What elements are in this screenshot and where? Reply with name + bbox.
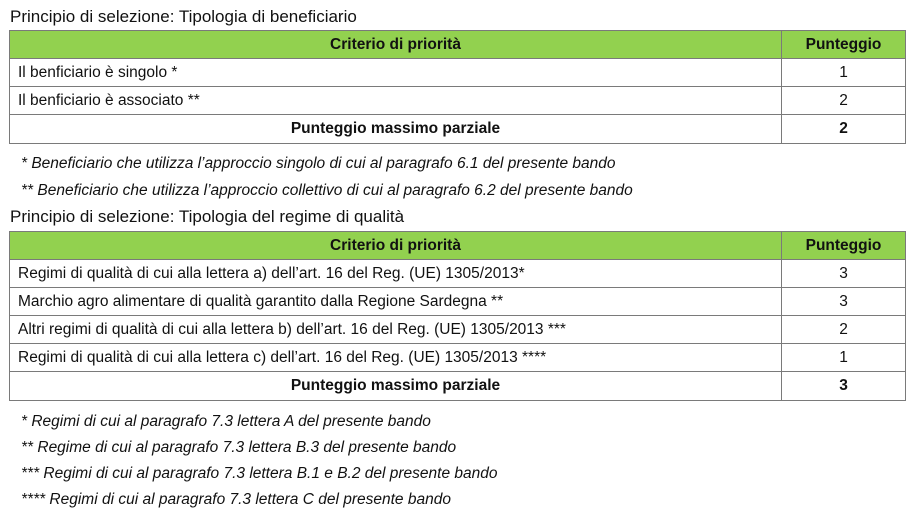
table-header [10,31,906,59]
section-title-beneficiario: Principio di selezione: Tipologia di beneficiario [10,7,357,26]
total-label: Punteggio massimo parziale [10,115,782,144]
total-row [10,372,906,401]
table-row [10,260,906,288]
criterion-cell: Regimi di qualità di cui alla lettera c) dell’art. 16 del Reg. (UE) 1305/2013 **** [10,344,782,372]
footnote: ** Beneficiario che utilizza l’approccio collettivo di cui al paragrafo 6.2 del presente bando [21,182,633,199]
total-score: 3 [782,372,906,401]
score-cell: 3 [782,288,906,316]
table-row [10,288,906,316]
footnote: *** Regimi di cui al paragrafo 7.3 lettera B.1 e B.2 del presente bando [21,465,498,482]
section-title-regime-qualita: Principio di selezione: Tipologia del regime di qualità [10,207,405,226]
criterion-cell: Regimi di qualità di cui alla lettera a) dell’art. 16 del Reg. (UE) 1305/2013* [10,260,782,288]
criterion-cell: Il benficiario è singolo * [10,59,782,87]
column-header-criterion: Criterio di priorità [10,232,782,260]
total-row [10,115,906,144]
column-header-criterion: Criterio di priorità [10,31,782,59]
total-label: Punteggio massimo parziale [10,372,782,401]
table-row [10,87,906,115]
score-cell: 2 [782,316,906,344]
footnote: ** Regime di cui al paragrafo 7.3 lettera B.3 del presente bando [21,439,457,456]
score-cell: 1 [782,344,906,372]
footnote: * Beneficiario che utilizza l’approccio singolo di cui al paragrafo 6.1 del presente bando [21,155,616,172]
table-row [10,344,906,372]
table-row [10,316,906,344]
criterion-cell: Altri regimi di qualità di cui alla lettera b) dell’art. 16 del Reg. (UE) 1305/2013 *** [10,316,782,344]
criterion-cell: Marchio agro alimentare di qualità garantito dalla Regione Sardegna ** [10,288,782,316]
table-row [10,59,906,87]
table-regime-qualita [9,231,906,401]
score-cell: 1 [782,59,906,87]
footnote: **** Regimi di cui al paragrafo 7.3 lettera C del presente bando [21,491,451,508]
criterion-cell: Il benficiario è associato ** [10,87,782,115]
total-score: 2 [782,115,906,144]
score-cell: 2 [782,87,906,115]
table-beneficiario [9,30,906,144]
footnote: * Regimi di cui al paragrafo 7.3 lettera A del presente bando [21,413,431,430]
score-cell: 3 [782,260,906,288]
column-header-score: Punteggio [782,31,906,59]
table-header [10,232,906,260]
column-header-score: Punteggio [782,232,906,260]
